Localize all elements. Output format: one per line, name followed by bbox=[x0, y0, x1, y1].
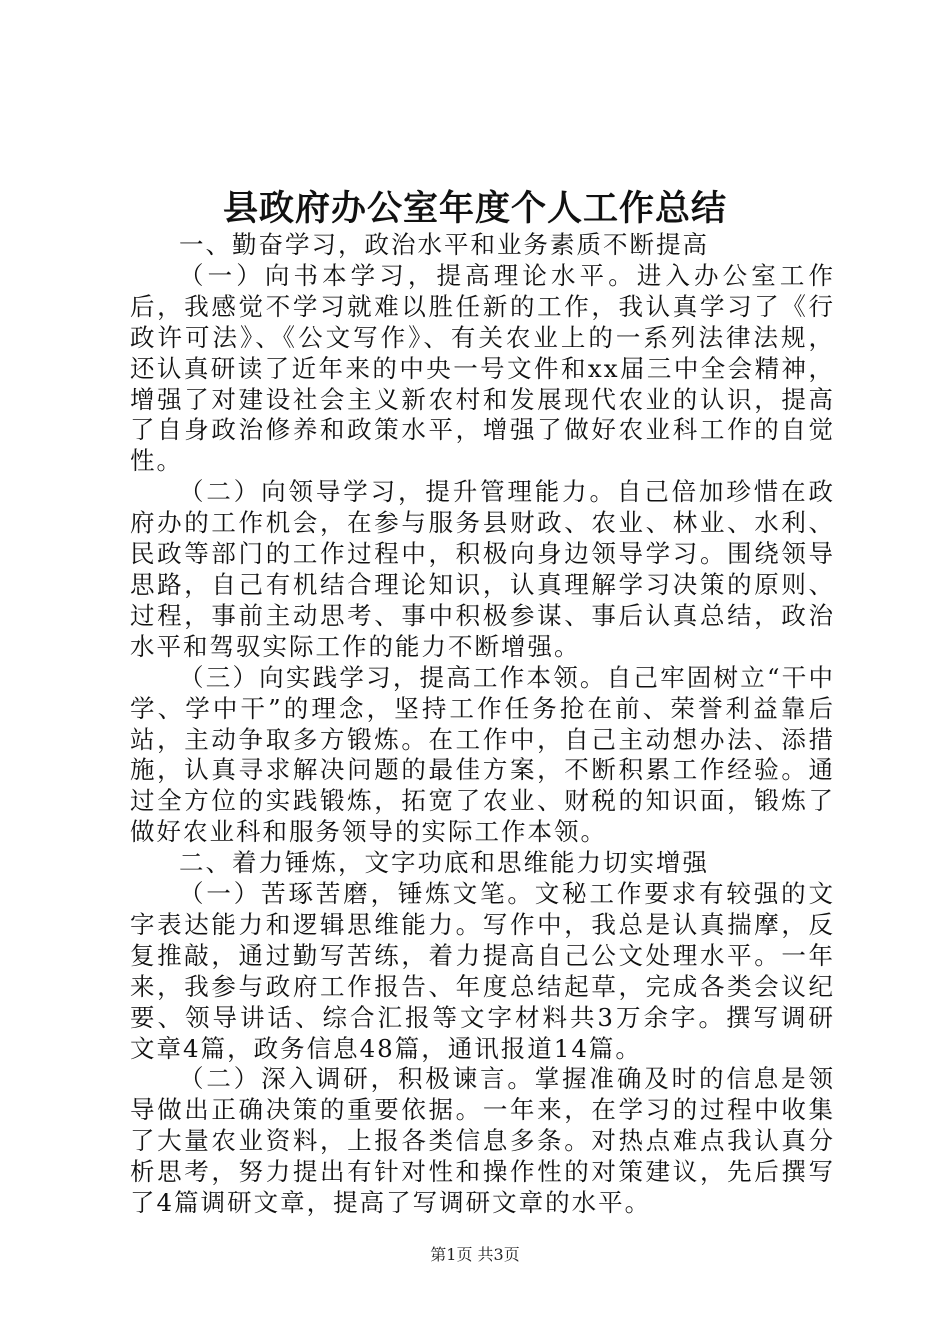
paragraph-2-1: （一）苦琢苦磨，锤炼文笔。文秘工作要求有较强的文字表达能力和逻辑思维能力。写作中，我总是认真揣摩，反复推敲，通过勤写苦练，着力提高自己公文处理水平。一年来，我参与政府工作报告、年度总结起草，完成各类会议纪要、领导讲话、综合汇报等文字材料共3万余字。撰写调研文章4篇，政务信息48篇，通讯报道14篇。 bbox=[130, 879, 835, 1063]
paragraph-1-3: （三）向实践学习，提高工作本领。自己牢固树立“干中学、学中干”的理念，坚持工作任务抢在前、荣誉利益靠后站，主动争取多方锻炼。在工作中，自己主动想办法、添措施，认真寻求解决问题的最佳方案，不断积累工作经验。通过全方位的实践锻炼，拓宽了农业、财税的知识面，锻炼了做好农业科和服务领导的实际工作本领。 bbox=[130, 662, 835, 847]
paragraph-1-2: （二）向领导学习，提升管理能力。自己倍加珍惜在政府办的工作机会，在参与服务县财政、农业、林业、水利、民政等部门的工作过程中，积极向身边领导学习。围绕领导思路，自己有机结合理论知识，认真理解学习决策的原则、过程，事前主动思考、事中积极参谋、事后认真总结，政治水平和驾驭实际工作的能力不断增强。 bbox=[130, 477, 835, 661]
paragraph-1-1: （一）向书本学习，提高理论水平。进入办公室工作后，我感觉不学习就难以胜任新的工作，我认真学习了《行政许可法》、《公文写作》、有关农业上的一系列法律法规，还认真研读了近年来的中央一号文件和xx届三中全会精神，增强了对建设社会主义新农村和发展现代农业的认识，提高了自身政治修养和政策水平，增强了做好农业科工作的自觉性。 bbox=[130, 260, 835, 476]
document-title: 县政府办公室年度个人工作总结 bbox=[222, 188, 727, 229]
section-heading-1: 一、勤奋学习，政治水平和业务素质不断提高 bbox=[179, 230, 709, 259]
section-heading-2: 二、着力锤炼，文字功底和思维能力切实增强 bbox=[179, 848, 709, 878]
page-number-footer: 第1页 共3页 bbox=[430, 1245, 520, 1264]
document-body bbox=[130, 230, 835, 1219]
paragraph-2-2: （二）深入调研，积极谏言。掌握准确及时的信息是领导做出正确决策的重要依据。一年来，在学习的过程中收集了大量农业资料，上报各类信息多条。对热点难点我认真分析思考，努力提出有针对性和操作性的对策建议，先后撰写了4篇调研文章，提高了写调研文章的水平。 bbox=[130, 1064, 835, 1218]
